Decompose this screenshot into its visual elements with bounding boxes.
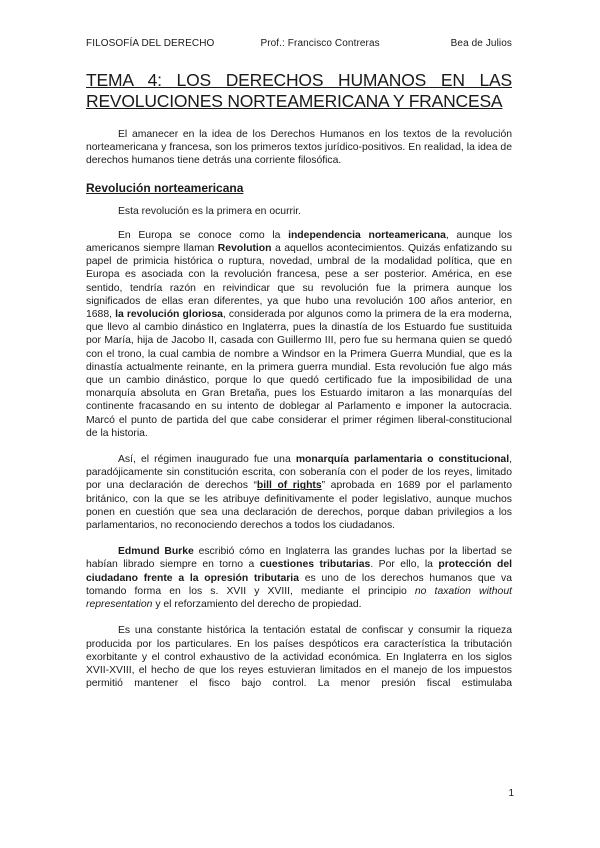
paragraph-4: Edmund Burke escribió cómo en Inglaterra las grandes luchas por la libertad se habían librado siempre en torno a cuestiones tributarias. Por ello, la protección del ciudadano frente a la opresión tributaria es uno de los derechos humanos que va tomando forma en los s. XVII y XVIII, mediante el principio no taxation without representation y el reforzamiento del derecho de propiedad. <box>86 546 513 611</box>
page-header <box>86 38 512 49</box>
page-number: 1 <box>508 788 514 799</box>
header-course: FILOSOFÍA DEL DERECHO <box>86 38 215 49</box>
header-professor: Prof.: Francisco Contreras <box>260 38 380 49</box>
intro-paragraph: El amanecer en la idea de los Derechos Humanos en los textos de la revolución norteamericana y francesa, son los primeros textos jurídico-positivos. En realidad, la idea de derechos humanos tiene detrás una corriente filosófica. <box>86 129 512 167</box>
document-title: TEMA 4: LOS DERECHOS HUMANOS EN LAS REVOLUCIONES NORTEAMERICANA Y FRANCESA <box>86 70 512 111</box>
paragraph-5: Es una constante histórica la tentación estatal de confiscar y consumir la riqueza producida por los particulares. En los países despóticos era característica la tributación exorbitante y el control exhaustivo de la actividad económica. En Inglaterra en los siglos XVII-XVIII, el hecho de que los reyes estuvieran limitados en el manejo de los impuestos permitió mantener el fisco bajo control. La menor presión fiscal estimulaba <box>86 625 512 690</box>
header-author: Bea de Julios <box>450 38 512 49</box>
section-heading: Revolución norteamericana <box>86 180 244 195</box>
document-body <box>86 128 512 690</box>
paragraph-2: En Europa se conoce como la independencia norteamericana, aunque los americanos siempre llaman Revolution a aquellos acontecimientos. Quizás enfatizando su papel de primicia histórica o ruptura, novedad, umbral de la modalidad política, que en Europa es asociada con la revolución francesa, pese a ser posterior. América, en ese sentido, tendría razón en reivindicar que su revolución fue la primera aunque los significados de ellas eran diferentes, ya que hubo una revolución 100 años anterior, en 1688, la revolución gloriosa, considerada por algunos como la primera de la era moderna, que llevo al cambio dinástico en Inglaterra, pues la dinastía de los Estuardo fue sustituida por María, hija de Jacobo II, casada con Guillermo III, pero fue su hermana quien se quedó con el trono, la cual cambia de nombre a Windsor en la Primera Guerra Mundial, que es la dinastía actualmente reinante, en la primera guerra mundial. Esta revolución fue algo más que un cambio dinástico, porque lo que quedó certificado fue la imposibilidad de una monarquía absoluta en Gran Bretaña, pues los Estuardo imitaron a las monarquías del continente fracasando en su intento de doblegar al Parlamento e imponer la autocracia. Marcó el punto de partida del que cabe considerar el primer régimen liberal-constitucional de la historia. <box>86 229 513 439</box>
paragraph-1: Esta revolución es la primera en ocurrir. <box>118 205 302 217</box>
paragraph-3: Así, el régimen inaugurado fue una monarquía parlamentaria o constitucional, paradójicamente sin constitución escrita, con soberanía con el poder de los reyes, limitado por una declaración de derechos “bill of rights” aprobada en 1689 por el parlamento británico, con la que se les atribuye definitivamente el poder legislativo, aunque muchos ponen en cuestión que sea una declaración de derechos, porque daban privilegios a los parlamentarios, no reconociendo derechos a todos los ciudadanos. <box>86 454 512 532</box>
